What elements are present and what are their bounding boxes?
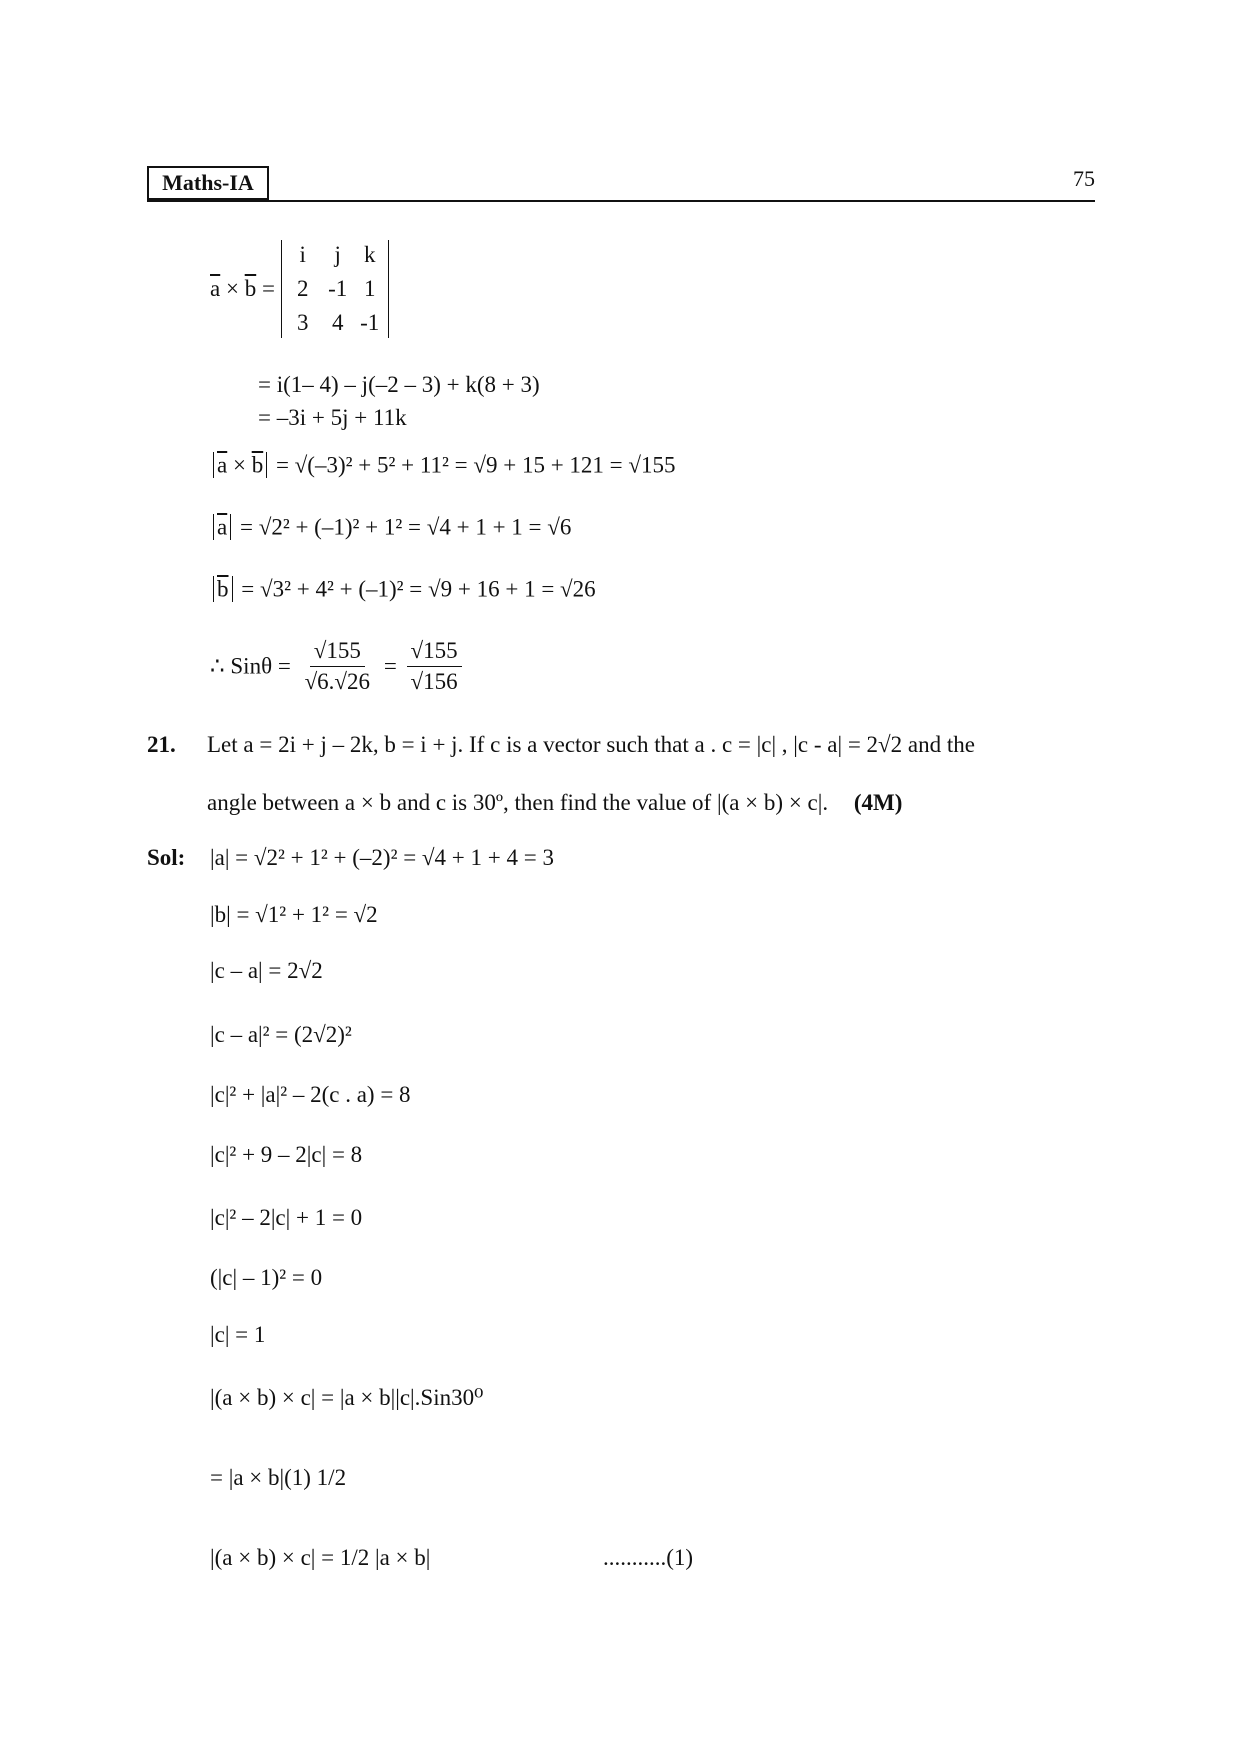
solution-line: |(a × b) × c| = |a × b||c|.Sin30⁰	[210, 1385, 484, 1410]
frac-den: √6.√26	[304, 668, 371, 694]
expansion-line-2: = –3i + 5j + 11k	[258, 405, 407, 430]
det-cell: i	[299, 242, 306, 267]
sin-lhs: ∴ Sinθ =	[210, 653, 291, 679]
det-cell: 2	[296, 276, 309, 301]
cross-magnitude-expr: = √(–3)² + 5² + 11² = √9 + 15 + 121 = √155	[275, 452, 676, 478]
solution-label: Sol:	[147, 845, 186, 870]
question-marks: (4M)	[853, 790, 903, 815]
det-cell: 3	[296, 310, 309, 335]
det-cell: 1	[363, 276, 376, 301]
det-cell: -1	[360, 310, 380, 335]
cross-product-determinant	[210, 240, 389, 338]
det-cell: k	[363, 242, 376, 267]
solution-line: |c|² + |a|² – 2(c . a) = 8	[210, 1082, 411, 1107]
cross-magnitude-line: $\overline{a} \times \overline{b} = √(-3)^2 + 5^2 + 11^2 = √9 + 15 + 121 = √155$	[210, 452, 676, 479]
solution-line: |c| = 1	[210, 1322, 266, 1347]
solution-line: = |a × b|(1) 1/2	[210, 1465, 347, 1490]
solution-line: |c – a|² = (2√2)²	[210, 1022, 352, 1047]
question-line-2-text: angle between a × b and c is 30º, then find the value of |(a × b) × c|.	[207, 790, 829, 815]
question-line-2	[207, 790, 902, 816]
solution-line: (|c| – 1)² = 0	[210, 1265, 323, 1290]
sin-fraction-1	[301, 636, 375, 697]
frac-num: √155	[407, 636, 462, 667]
expansion-line-1: = i(1– 4) – j(–2 – 3) + k(8 + 3)	[258, 372, 540, 397]
det-lhs: $\overline{a} \times \overline{b}$ =	[210, 276, 275, 301]
det-matrix	[281, 240, 389, 338]
mag-a-line: $\overline{a} = √2^2 + (-1)^2 + 1^2 = √4 + 1 + 1 = √6$	[210, 514, 571, 541]
frac-num: √155	[310, 636, 365, 667]
mag-b-expr: = √3² + 4² + (–1)² = √9 + 16 + 1 = √26	[241, 576, 596, 602]
det-cell: 4	[331, 310, 344, 335]
subject-title-box	[147, 166, 269, 200]
solution-line: |(a × b) × c| = 1/2 |a × b|	[210, 1545, 431, 1570]
solution-line: |b| = √1² + 1² = √2	[210, 902, 378, 927]
solution-line: |c|² + 9 – 2|c| = 8	[210, 1142, 363, 1167]
sin-fraction-2	[407, 636, 462, 697]
question-number: 21.	[147, 732, 176, 757]
solution-line: |c|² – 2|c| + 1 = 0	[210, 1205, 363, 1230]
det-cell: j	[334, 242, 341, 267]
frac-den: √156	[410, 668, 458, 694]
sin-theta-line: ∴ Sinθ = $\frac{√155}{√6.√26}$ = $\frac{√155}{√156}$	[210, 636, 466, 697]
question-line-1: Let a = 2i + j – 2k, b = i + j. If c is a vector such that a . c = |c| , |c - a| = 2√2 and the	[207, 732, 975, 757]
solution-line: |a| = √2² + 1² + (–2)² = √4 + 1 + 4 = 3	[210, 845, 554, 870]
header-rule	[147, 200, 1095, 202]
equation-reference: ...........(1)	[603, 1545, 694, 1570]
page-number: 75	[1073, 166, 1095, 191]
solution-line: |c – a| = 2√2	[210, 958, 323, 983]
subject-title: Maths-IA	[162, 170, 254, 195]
mag-a-expr: = √2² + (–1)² + 1² = √4 + 1 + 1 = √6	[239, 514, 572, 540]
det-cell: -1	[328, 276, 348, 301]
mag-b-line: $\overline{b} = √3^2 + 4^2 + (-1)^2 = √9 + 16 + 1 = √26$	[210, 576, 596, 603]
